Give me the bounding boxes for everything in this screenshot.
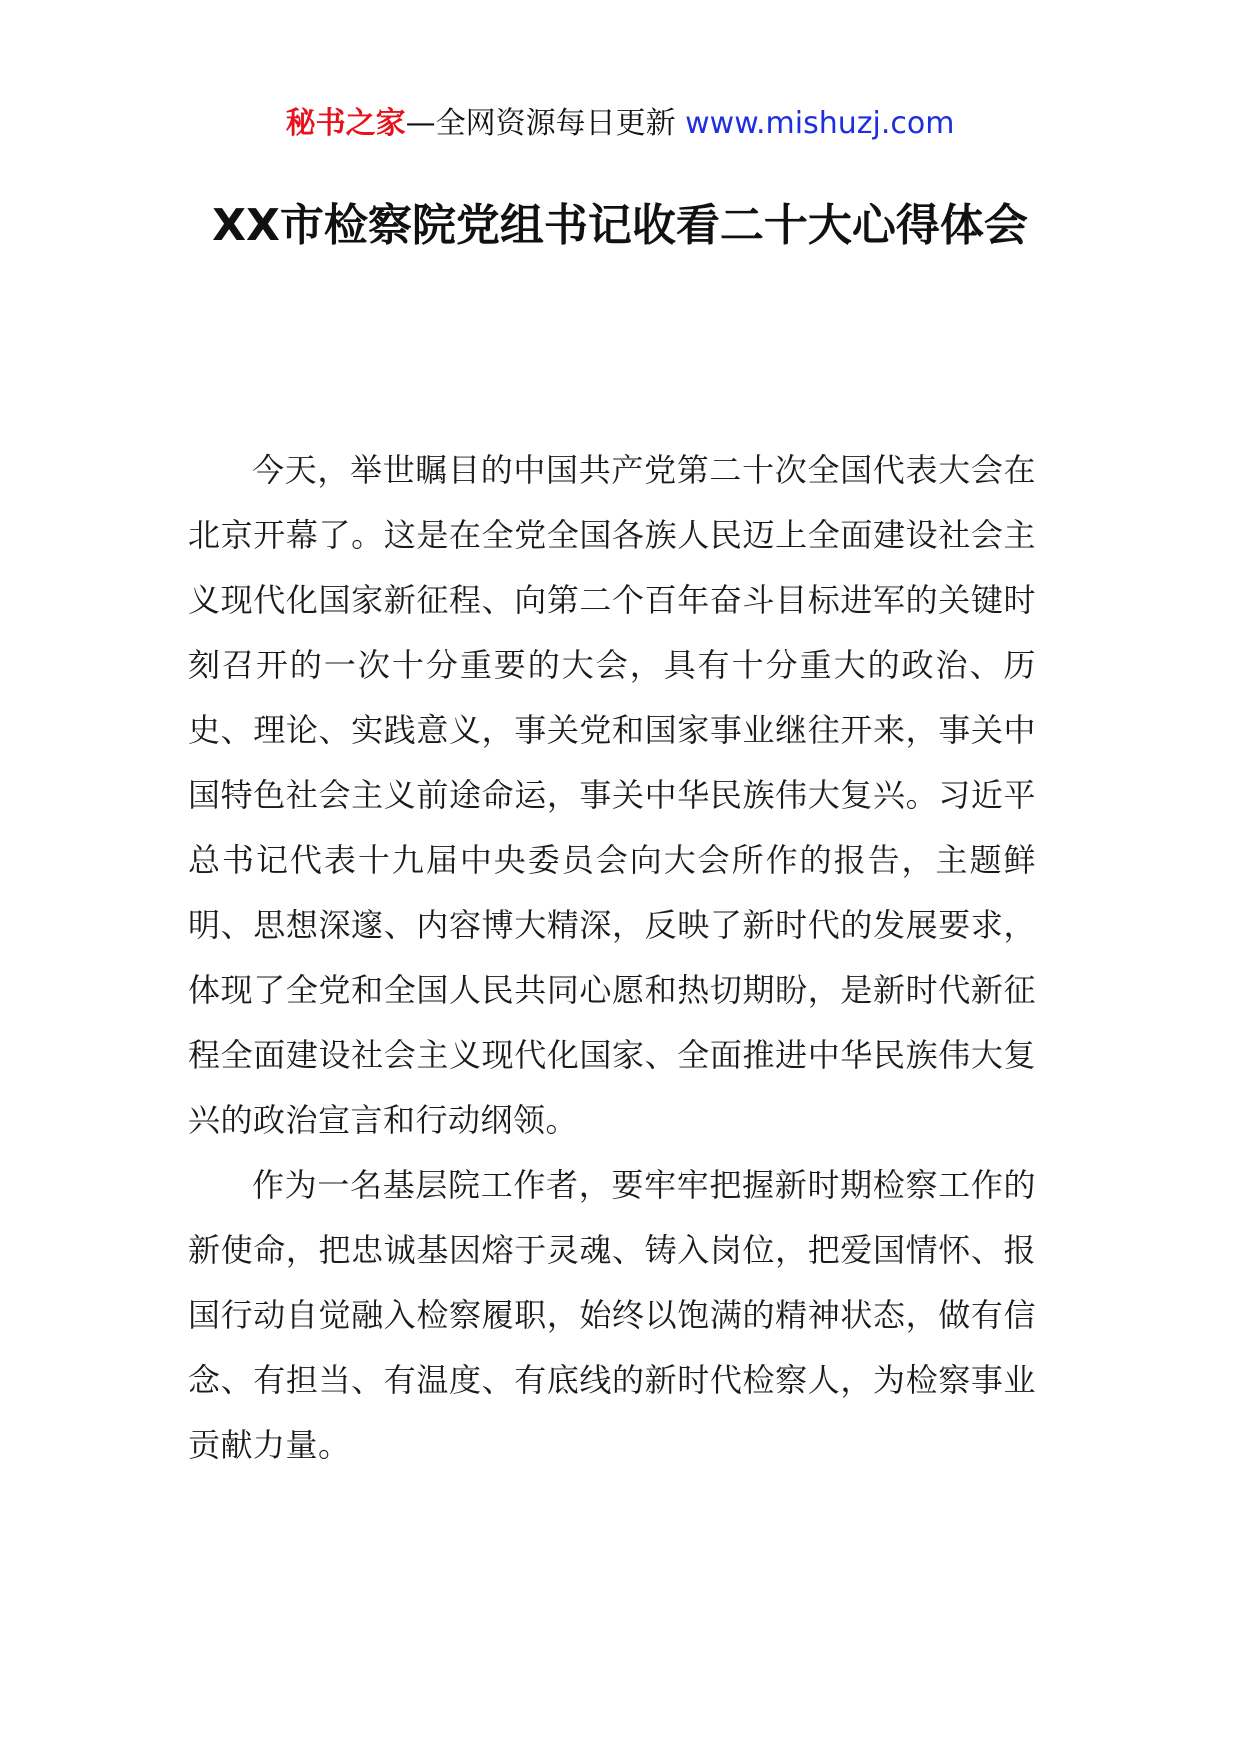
paragraph-2: 作为一名基层院工作者，要牢牢把握新时期检察工作的新使命，把忠诚基因熔于灵魂、铸入岗位，把爱国情怀、报国行动自觉融入检察履职，始终以饱满的精神状态，做有信念、有担当、有温度、有底线的新时代检察人，为检察事业贡献力量。 <box>188 1166 1036 1464</box>
brand-name: 秘书之家 <box>285 106 406 141</box>
header-tagline: —全网资源每日更新 <box>405 106 676 141</box>
paragraph-1: 今天，举世瞩目的中国共产党第二十次全国代表大会在北京开幕了。这是在全党全国各族人民迈上全面建设社会主义现代化国家新征程、向第二个百年奋斗目标进军的关键时刻召开的一次十分重要的大会，具有十分重大的政治、历史、理论、实践意义，事关党和国家事业继往开来，事关中国特色社会主义前途命运，事关中华民族伟大复兴。习近平总书记代表十九届中央委员会向大会所作的报告，主题鲜明、思想深邃、内容博大精深，反映了新时代的发展要求，体现了全党和全国人民共同心愿和热切期盼，是新时代新征程全面建设社会主义现代化国家、全面推进中华民族伟大复兴的政治宣言和行动纲领。 <box>188 451 1036 1139</box>
document-title: XX市检察院党组书记收看二十大心得体会 <box>212 200 1028 251</box>
document-body <box>188 438 1036 1478</box>
site-url-link[interactable]: www.mishuzj.com <box>685 106 955 141</box>
site-header <box>0 104 1240 144</box>
